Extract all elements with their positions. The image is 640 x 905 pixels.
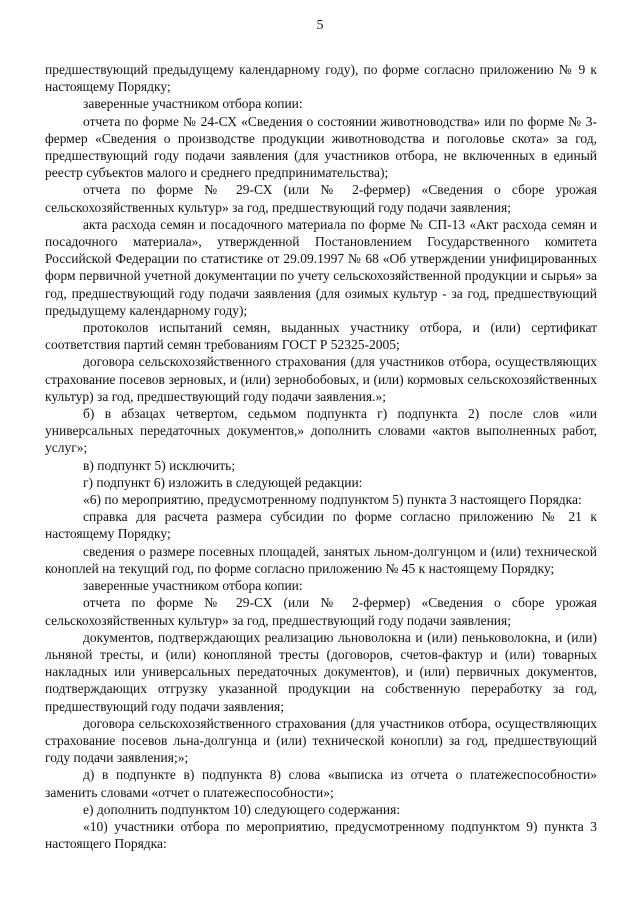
paragraph: г) подпункт 6) изложить в следующей редакции: (83, 474, 363, 490)
paragraph: предшествующий предыдущему календарному году), по форме согласно приложению № 9 к настоящему Порядку; (45, 62, 597, 95)
paragraph: д) в подпункте в) подпункта 8) слова «выписка из отчета о платежеспособности» заменить словами «отчет о платежеспособности»; (45, 767, 597, 800)
paragraph: отчета по форме № 29-СХ (или № 2-фермер) «Сведения о сборе урожая сельскохозяйственных культур» за год, предшествующий году подачи заявления; (45, 595, 597, 628)
paragraph: заверенные участником отбора копии: (83, 578, 303, 594)
paragraph: документов, подтверждающих реализацию льноволокна и (или) пеньковолокна, и (или) льняной тресты, и (или) конопляной тресты (договоров, счетов-фактур и (или) товарных накладных или универсальных передаточных документов), и (или) первичных документов, подтверждающих отгрузку указанной продукции на собственную переработку за год, предшествующий году подачи заявления; (45, 629, 597, 714)
paragraph: отчета по форме № 24-СХ «Сведения о состоянии животноводства» или по форме № 3-фермер «Сведения о производстве продукции животноводства и поголовье скота» за год, предшествующий году подачи заявления (для участников отбора, не включенных в единый реестр субъектов малого и среднего предпринимательства); (45, 113, 597, 181)
paragraph: договора сельскохозяйственного страхования (для участников отбора, осуществляющих страхование посевов зерновых, и (или) зернобобовых, и (или) кормовых сельскохозяйственных культур) за год, предшествующий году подачи заявления.»; (45, 354, 597, 404)
paragraph: е) дополнить подпунктом 10) следующего содержания: (83, 801, 401, 817)
paragraph: сведения о размере посевных площадей, занятых льном-долгунцом и (или) технической коноплей на текущий год, по форме согласно приложению № 45 к настоящему Порядку; (45, 543, 597, 576)
page-number: 5 (316, 18, 324, 33)
paragraph: б) в абзацах четвертом, седьмом подпункта г) подпункта 2) после слов «или универсальных передаточных документов,» дополнить словами «актов выполненных работ, услуг»; (45, 406, 597, 456)
paragraph: справка для расчета размера субсидии по форме согласно приложению № 21 к настоящему Порядку; (45, 509, 597, 542)
document-body (45, 61, 597, 852)
paragraph: «10) участники отбора по мероприятию, предусмотренному подпунктом 9) пункта 3 настоящего Порядка: (45, 818, 597, 852)
paragraph: акта расхода семян и посадочного материала по форме № СП-13 «Акт расхода семян и посадочного материала», утвержденной Постановлением Государственного комитета Российской Федерации по статистике от 29.09.1997 № 68 «Об утверждении унифицированных форм первичной учетной документации по учету сельскохозяйственной продукции и сырья» за год, предшествующий году подачи заявления (для озимых культур - за год, предшествующий предыдущему календарному году); (45, 216, 597, 318)
paragraph: заверенные участником отбора копии: (83, 96, 303, 112)
paragraph: отчета по форме № 29-СХ (или № 2-фермер) «Сведения о сборе урожая сельскохозяйственных культур» за год, предшествующий году подачи заявления; (45, 182, 597, 215)
paragraph: договора сельскохозяйственного страхования (для участников отбора, осуществляющих страхование посевов льна-долгунца и (или) технической конопли) за год, предшествующий году подачи заявления;»; (45, 715, 597, 766)
paragraph: «6) по мероприятию, предусмотренному подпунктом 5) пункта 3 настоящего Порядка: (83, 492, 582, 508)
paragraph: протоколов испытаний семян, выданных участнику отбора, и (или) сертификат соответствия партий семян требованиям ГОСТ Р 52325-2005; (45, 320, 597, 353)
paragraph: в) подпункт 5) исключить; (83, 457, 236, 473)
